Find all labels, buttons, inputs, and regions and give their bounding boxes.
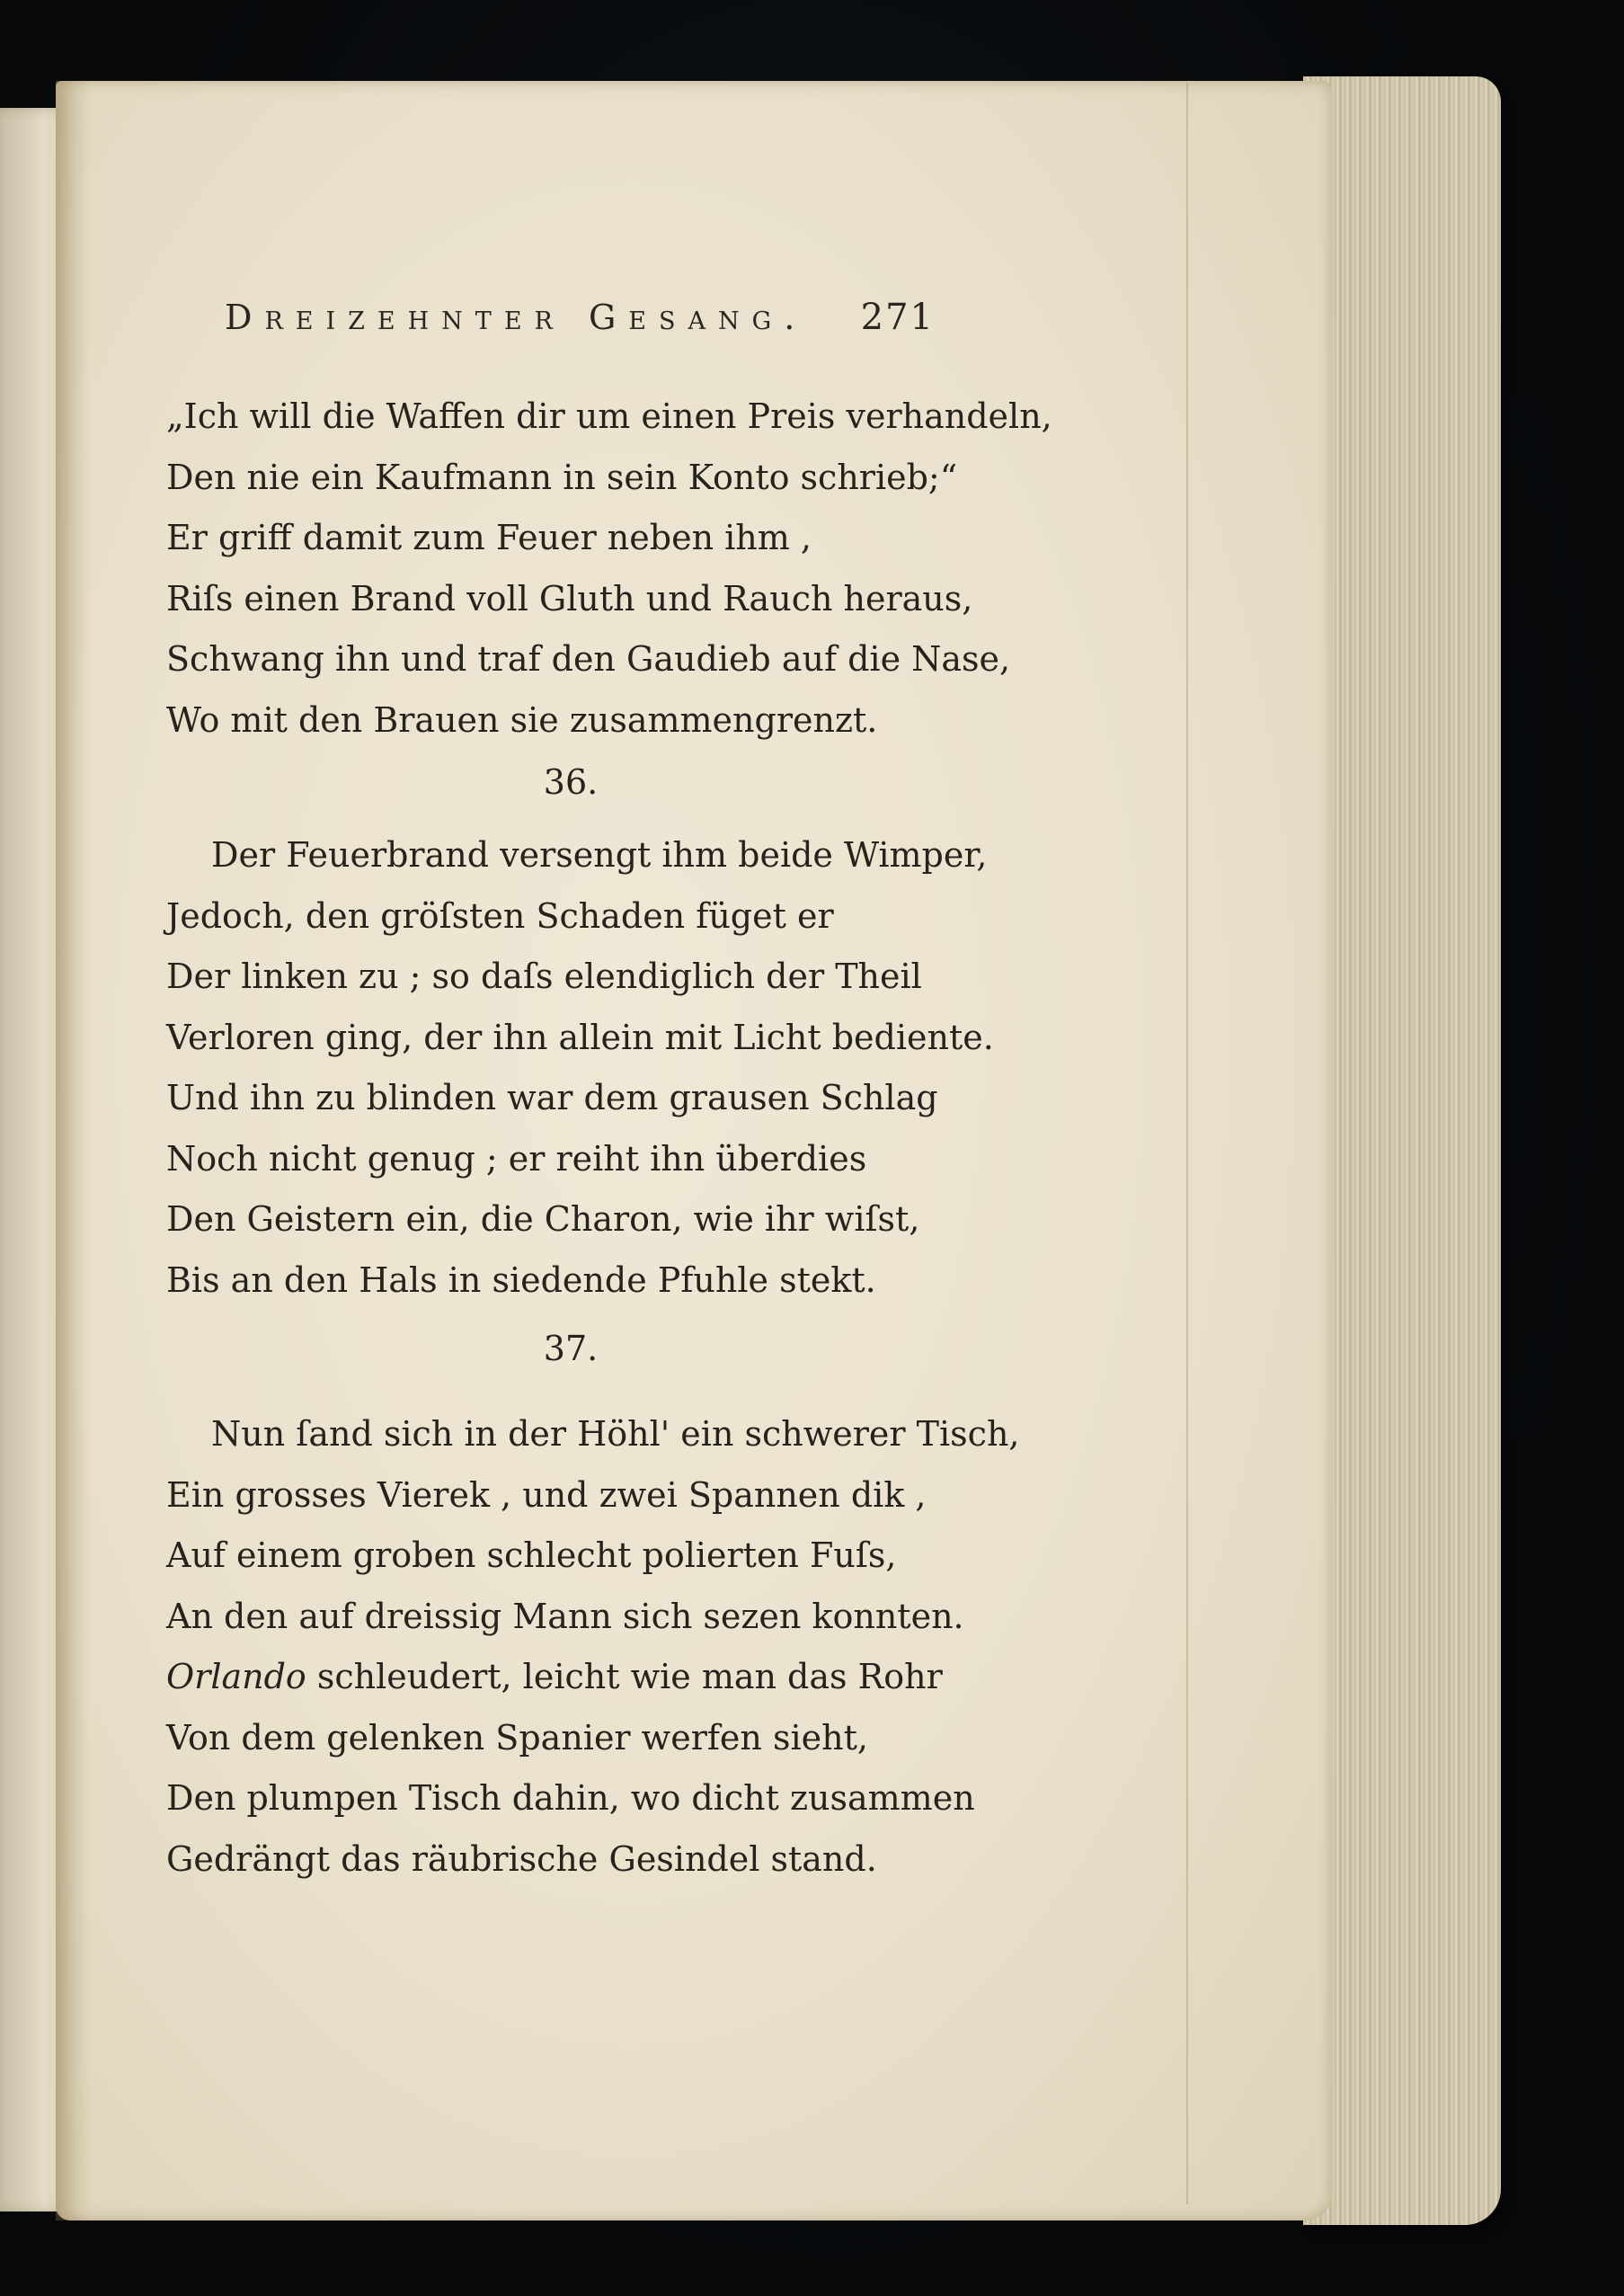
verse-line: „Ich will die Waffen dir um einen Preis verhandeln, xyxy=(166,396,1052,436)
verse-line: Bis an den Hals in siedende Pfuhle stekt. xyxy=(166,1259,876,1300)
stanza-36 xyxy=(166,825,994,1311)
verse-line: Auf einem groben schlecht polierten Fuſs, xyxy=(166,1535,897,1575)
verse-line-rest: schleudert, leicht wie man das Rohr xyxy=(306,1657,943,1696)
stanza-number-36: 36. xyxy=(543,762,599,802)
verse-line: Jedoch, den gröſsten Schaden füget er xyxy=(166,895,834,936)
verse-line: Ein grosses Vierek , und zwei Spannen dik , xyxy=(166,1474,927,1515)
name-orlando: Orlando xyxy=(166,1657,306,1696)
verse-line: Der Feuerbrand versengt ihm beide Wimper, xyxy=(211,835,988,875)
verse-line: Und ihn zu blinden war dem grausen Schlag xyxy=(166,1078,938,1117)
verse-line: An den auf dreissig Mann sich sezen konnten. xyxy=(166,1596,964,1636)
stanza-37 xyxy=(166,1404,1020,1890)
stanza-35-tail xyxy=(166,387,1052,751)
verse-line xyxy=(166,1647,975,1708)
verse-line: Nun ſand sich in der Höhl' ein schwerer Tisch, xyxy=(211,1414,1020,1454)
running-head xyxy=(225,297,935,338)
book-fore-edge xyxy=(1303,76,1501,2225)
verse-line: Den plumpen Tisch dahin, wo dicht zusammen xyxy=(166,1778,975,1818)
verse-line: Verloren ging, der ihn allein mit Licht bediente. xyxy=(166,1017,994,1057)
verse-line: Noch nicht genug ; er reiht ihn überdies xyxy=(166,1138,867,1179)
verse-line: Wo mit den Brauen sie zusammengrenzt. xyxy=(166,699,878,740)
verse-line: Der linken zu ; so daſs elendiglich der Theil xyxy=(166,957,922,996)
running-head-title: Dreizehnter Gesang. xyxy=(225,298,808,337)
verse-line: Den nie ein Kaufmann in sein Konto schrieb;“ xyxy=(166,457,958,497)
verse-line: Den Geistern ein, die Charon, wie ihr wiſst, xyxy=(166,1199,920,1239)
page-fold-line xyxy=(1186,83,1188,2204)
verse-line: Riſs einen Brand voll Gluth und Rauch heraus, xyxy=(166,578,973,618)
verse-line: Schwang ihn und traf den Gaudieb auf die Nase, xyxy=(166,639,1011,679)
verse-line: Von dem gelenken Spanier werfen sieht, xyxy=(166,1717,868,1758)
verse-line: Gedrängt das räubrische Gesindel stand. xyxy=(166,1838,877,1879)
verse-line: Er griff damit zum Feuer neben ihm , xyxy=(166,518,812,557)
page-number: 271 xyxy=(860,297,935,338)
stanza-number-37: 37. xyxy=(543,1329,599,1368)
